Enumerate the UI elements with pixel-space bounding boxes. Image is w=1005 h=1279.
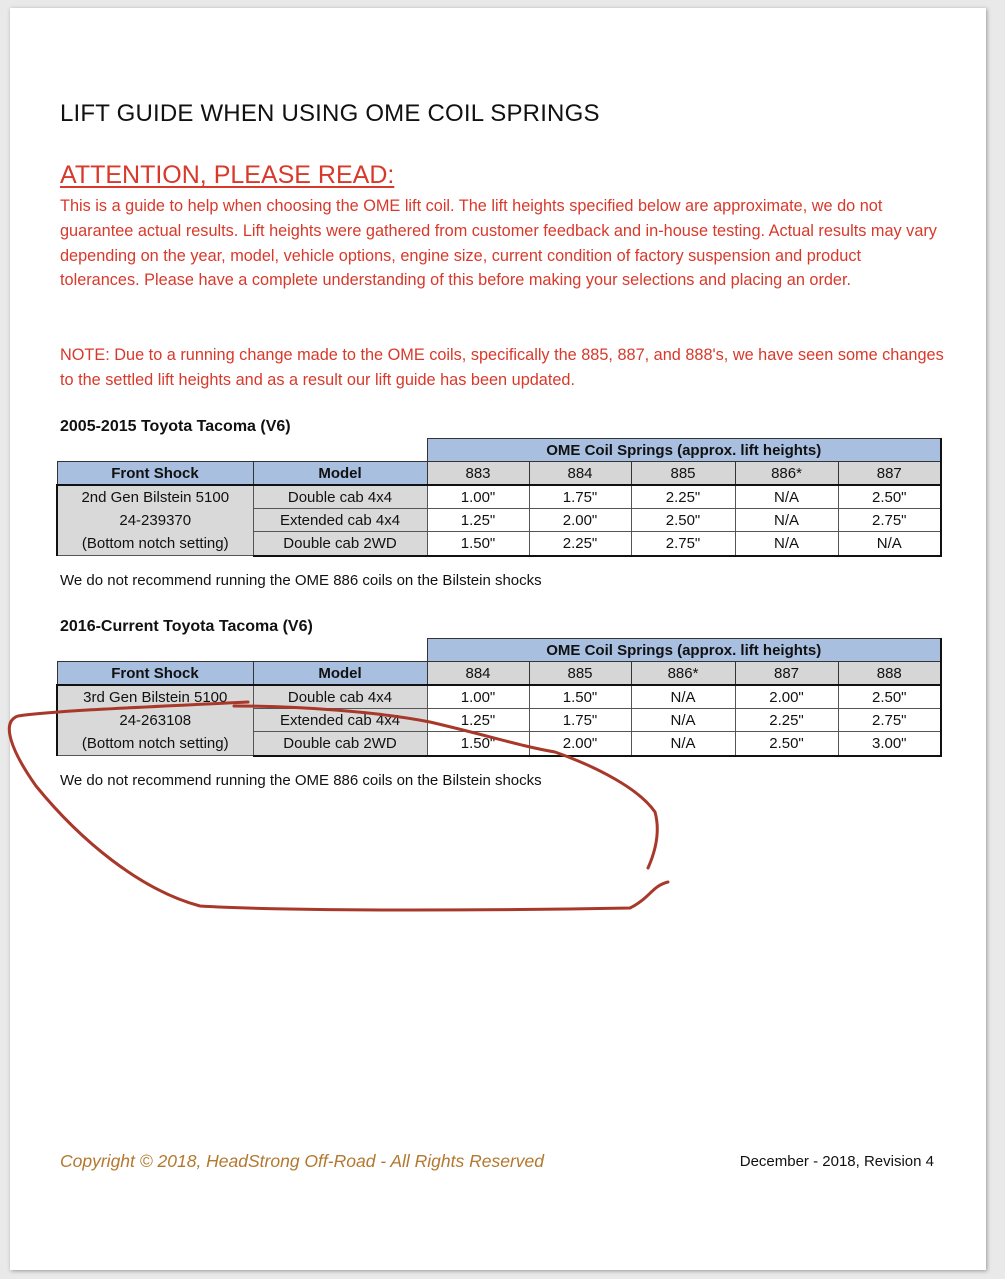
col-header-coil: 886* <box>735 462 838 486</box>
col-header-coil: 885 <box>529 662 631 686</box>
lift-value-cell: 1.50" <box>427 732 529 756</box>
column-header-row <box>57 662 941 686</box>
col-header-model: Model <box>253 462 427 486</box>
lift-value-cell: 2.00" <box>529 732 631 756</box>
table-row <box>57 685 941 709</box>
lift-value-cell: 2.50" <box>838 485 941 509</box>
lift-value-cell: N/A <box>631 685 735 709</box>
front-shock-cell <box>57 685 253 756</box>
shock-line: 2nd Gen Bilstein 5100 <box>81 489 230 506</box>
lift-value-cell: N/A <box>631 709 735 732</box>
col-header-model: Model <box>253 662 427 686</box>
col-header-front-shock: Front Shock <box>57 662 253 686</box>
model-cell: Extended cab 4x4 <box>253 509 427 532</box>
attention-paragraph: This is a guide to help when choosing the OME lift coil. The lift heights specified below are approximate, we do not guarantee actual results. Lift heights were gathered from customer feedback and in-house testing. Actual results may vary depending on the year, model, vehicle options, engine size, current condition of factory suspension and product tolerances. Please have a complete understanding of this before making your selections and placing an order. <box>60 197 937 290</box>
lift-value-cell: 1.75" <box>529 709 631 732</box>
lift-value-cell: 1.50" <box>427 532 529 556</box>
lift-table-2005-2015 <box>56 438 942 557</box>
coil-group-header: OME Coil Springs (approx. lift heights) <box>427 639 941 662</box>
lift-value-cell: 2.75" <box>838 709 941 732</box>
shock-line: 3rd Gen Bilstein 5100 <box>83 689 228 706</box>
column-header-row <box>57 462 941 486</box>
attention-heading: ATTENTION, PLEASE READ: <box>60 161 395 189</box>
lift-value-cell: 1.25" <box>427 509 529 532</box>
lift-value-cell: 2.50" <box>631 509 735 532</box>
section-remark: We do not recommend running the OME 886 coils on the Bilstein shocks <box>60 772 542 789</box>
group-header-row <box>57 639 941 662</box>
note-paragraph: NOTE: Due to a running change made to the OME coils, specifically the 885, 887, and 888's, we have seen some changes to the settled lift heights and as a result our lift guide has been updated. <box>60 346 944 389</box>
model-cell: Double cab 4x4 <box>253 485 427 509</box>
lift-table-2016-current <box>56 638 942 757</box>
lift-value-cell: 2.25" <box>631 485 735 509</box>
lift-value-cell: 1.25" <box>427 709 529 732</box>
lift-value-cell: 2.75" <box>631 532 735 556</box>
model-cell: Double cab 2WD <box>253 732 427 756</box>
model-cell: Extended cab 4x4 <box>253 709 427 732</box>
model-cell: Double cab 4x4 <box>253 685 427 709</box>
col-header-front-shock: Front Shock <box>57 462 253 486</box>
lift-value-cell: 3.00" <box>838 732 941 756</box>
lift-value-cell: 2.50" <box>735 732 838 756</box>
lift-value-cell: 2.00" <box>735 685 838 709</box>
model-cell: Double cab 2WD <box>253 532 427 556</box>
col-header-coil: 884 <box>529 462 631 486</box>
col-header-coil: 886* <box>631 662 735 686</box>
lift-value-cell: N/A <box>735 509 838 532</box>
lift-value-cell: 2.50" <box>838 685 941 709</box>
lift-value-cell: N/A <box>631 732 735 756</box>
col-header-coil: 887 <box>735 662 838 686</box>
lift-value-cell: 1.50" <box>529 685 631 709</box>
lift-value-cell: 1.75" <box>529 485 631 509</box>
col-header-coil: 887 <box>838 462 941 486</box>
lift-value-cell: 1.00" <box>427 485 529 509</box>
lift-value-cell: N/A <box>735 532 838 556</box>
front-shock-cell <box>57 485 253 556</box>
lift-value-cell: 2.25" <box>735 709 838 732</box>
footer-revision-date: December - 2018, Revision 4 <box>739 1153 934 1170</box>
section-remark: We do not recommend running the OME 886 coils on the Bilstein shocks <box>60 572 542 589</box>
shock-line: (Bottom notch setting) <box>81 535 229 552</box>
shock-line: (Bottom notch setting) <box>81 735 229 752</box>
lift-value-cell: N/A <box>838 532 941 556</box>
section-title-2005-2015: 2005-2015 Toyota Tacoma (V6) <box>60 418 291 435</box>
col-header-coil: 883 <box>427 462 529 486</box>
lift-value-cell: 2.25" <box>529 532 631 556</box>
shock-line: 24-239370 <box>119 512 192 529</box>
shock-line: 24-263108 <box>119 712 192 729</box>
section-title-2016-current: 2016-Current Toyota Tacoma (V6) <box>60 618 313 635</box>
col-header-coil: 885 <box>631 462 735 486</box>
col-header-coil: 888 <box>838 662 941 686</box>
lift-value-cell: 2.75" <box>838 509 941 532</box>
lift-value-cell: 1.00" <box>427 685 529 709</box>
lift-value-cell: N/A <box>735 485 838 509</box>
document-title: LIFT GUIDE WHEN USING OME COIL SPRINGS <box>60 100 600 127</box>
group-header-row <box>57 439 941 462</box>
document-page <box>10 8 986 1270</box>
table-row <box>57 485 941 509</box>
footer-copyright: Copyright © 2018, HeadStrong Off-Road - All Rights Reserved <box>60 1151 545 1171</box>
coil-group-header: OME Coil Springs (approx. lift heights) <box>427 439 941 462</box>
lift-value-cell: 2.00" <box>529 509 631 532</box>
col-header-coil: 884 <box>427 662 529 686</box>
